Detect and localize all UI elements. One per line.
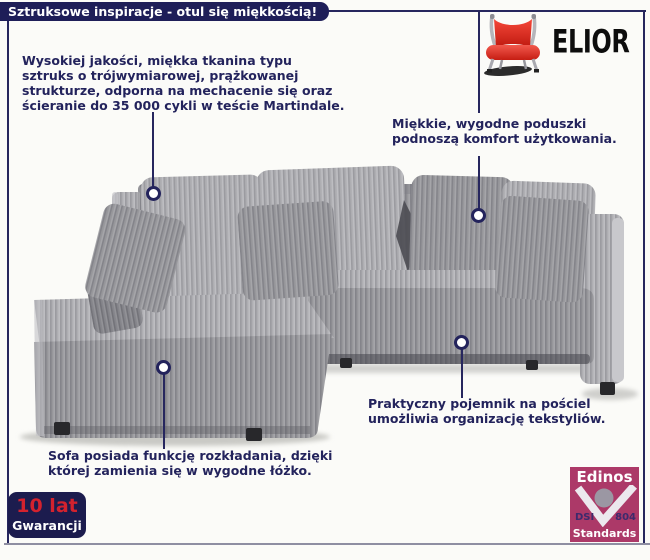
annotation-storage-line2: umożliwia organizację tekstyliów. <box>368 411 606 426</box>
frame-line-bottom <box>4 543 650 545</box>
feature-marker-cushions <box>471 208 486 223</box>
feature-marker-fabric <box>146 186 161 201</box>
feature-marker-foldout <box>156 360 171 375</box>
annotation-cushions <box>392 116 617 146</box>
brand-name: ELIOR <box>552 24 630 62</box>
connector-line-storage <box>461 343 463 398</box>
warranty-label: Gwarancji <box>12 518 82 533</box>
annotation-fabric-line4: ścieranie do 35 000 cykli w teście Martindale. <box>22 98 345 113</box>
annotation-foldout <box>48 448 332 478</box>
annotation-foldout-line2: której zamienia się w wygodne łóżko. <box>48 463 312 478</box>
sofa-chaise <box>34 292 334 438</box>
title-banner-text: Sztruksowe inspiracje - otul się miękkością! <box>8 4 318 19</box>
annotation-fabric-line3: strukturze, odporna na mechacenie się oraz <box>22 83 333 98</box>
certificate-dsi: DSI <box>575 512 595 523</box>
feature-marker-storage <box>454 335 469 350</box>
certificate-badge <box>570 467 639 542</box>
annotation-fabric <box>22 53 345 113</box>
certificate-code: 804 <box>615 512 636 523</box>
certificate-standards: Standards <box>572 527 637 540</box>
red-chair-icon <box>480 13 546 77</box>
annotation-cushions-line2: podnoszą komfort użytkowania. <box>392 131 617 146</box>
warranty-years: 10 lat <box>16 495 78 517</box>
brand-logo <box>476 10 644 84</box>
frame-line-left <box>7 19 9 543</box>
annotation-cushions-line1: Miękkie, wygodne poduszki <box>392 116 587 131</box>
title-banner <box>0 2 329 21</box>
connector-line-foldout <box>163 368 165 449</box>
connector-line-cushions <box>478 156 480 216</box>
annotation-storage <box>368 396 606 426</box>
annotation-fabric-line1: Wysokiej jakości, miękka tkanina typu <box>22 53 292 68</box>
connector-line-fabric <box>152 112 154 194</box>
annotation-storage-line1: Praktyczny pojemnik na pościel <box>368 396 591 411</box>
frame-line-right <box>643 10 645 545</box>
certificate-brand: Edinos <box>576 468 633 486</box>
annotation-fabric-line2: sztruks o trójwymiarowej, prążkowanej <box>22 68 299 83</box>
warranty-badge <box>8 492 86 538</box>
annotation-foldout-line1: Sofa posiada funkcję rozkładania, dzięki <box>48 448 333 463</box>
